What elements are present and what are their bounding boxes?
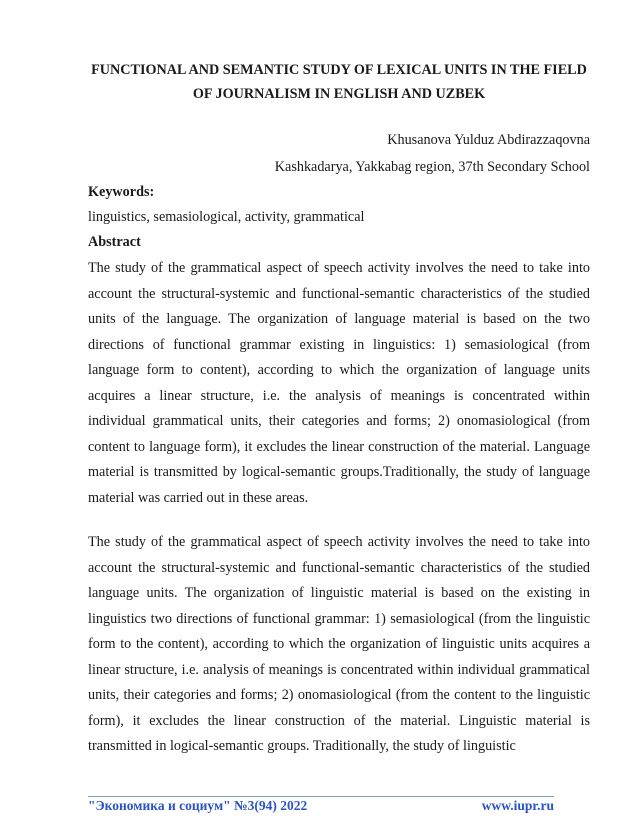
abstract-paragraph-1: The study of the grammatical aspect of speech activity involves the need to take into account the structural-systemic and functional-semantic characteristics of the studied units of the language. The organization of language material is based on the two directions of functional grammar existing in linguistics: 1) semasiological (from language form to content), according to which the organization of language units acquires a linear structure, i.e. the analysis of meanings is concentrated within individual grammatical units, their categories and forms; 2) onomasiological (from content to language form), it excludes the linear construction of the material. Language material is transmitted by logical-semantic groups.Traditionally, the study of language material was carried out in these areas.	[88, 260, 590, 506]
author-affiliation: Kashkadarya, Yakkabag region, 37th Secondary School	[274, 159, 590, 175]
footer-website-link[interactable]: www.iupr.ru	[481, 798, 554, 813]
abstract-paragraph-2: The study of the grammatical aspect of speech activity involves the need to take into account the structural-systemic and functional-semantic characteristics of the studied language units. The organization of linguistic material is based on the existing in linguistics two directions of functional grammar: 1) semasiological (from the linguistic form to the content), according to which the organization of linguistic units acquires a linear structure, i.e. analysis of meanings is concentrated within individual grammatical units, their categories and forms; 2) onomasiological (from the content to the linguistic form), it excludes the linear construction of the material. Linguistic material is transmitted in logical-semantic groups. Traditionally, the study of linguistic	[88, 534, 590, 754]
author-name: Khusanova Yulduz Abdirazzaqovna	[387, 132, 590, 148]
keywords-heading: Keywords:	[88, 184, 155, 200]
paper-title: FUNCTIONAL AND SEMANTIC STUDY OF LEXICAL UNITS IN THE FIELD OF JOURNALISM IN ENGLISH AND UZBEK	[91, 62, 587, 102]
abstract-heading: Abstract	[88, 234, 141, 250]
keywords-list: linguistics, semasiological, activity, grammatical	[88, 209, 365, 225]
footer-journal: "Экономика и социум" №3(94) 2022	[88, 798, 308, 813]
